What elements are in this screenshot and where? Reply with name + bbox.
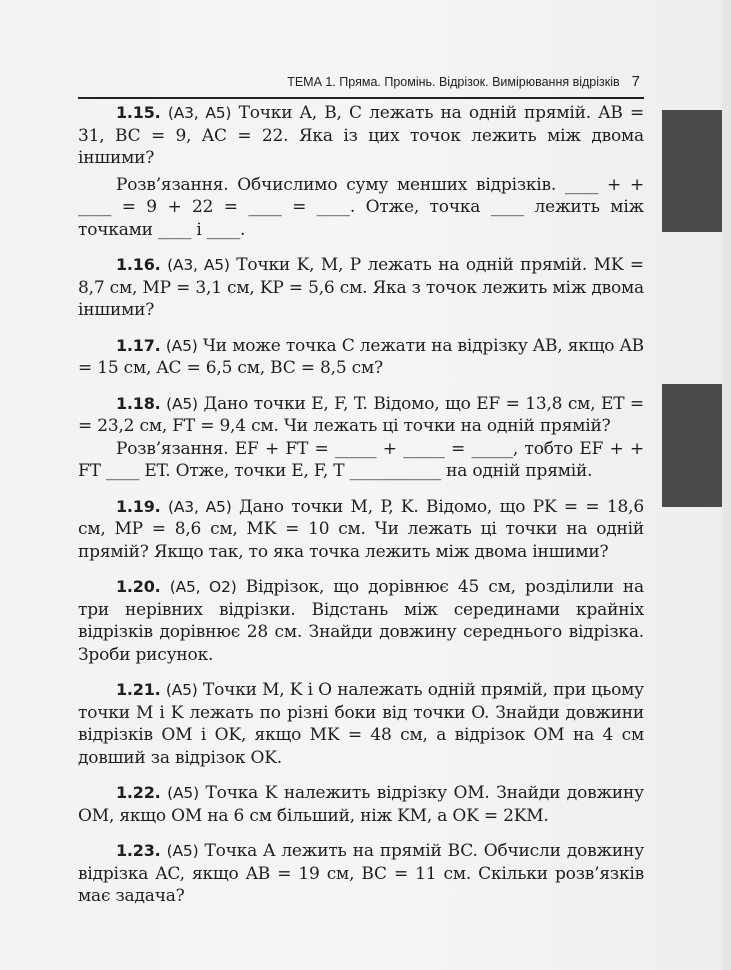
- problem-1-20: [78, 576, 644, 666]
- problem-list: [78, 102, 644, 921]
- problem-number: 1.15.: [116, 103, 161, 122]
- problem-tags: (А3, А5): [167, 104, 232, 122]
- problem-number: 1.21.: [116, 680, 161, 699]
- problem-number: 1.23.: [116, 841, 161, 860]
- running-head: [0, 73, 640, 90]
- chapter-thumb-tab: [662, 384, 722, 507]
- problem-solution: Розв’язання. EF + FT = _____ + _____ = _____, тобто EF + + FT ____ ET. Отже, точки E, F, T ___________ на одній прямій.: [78, 438, 644, 481]
- problem-text: Точка A лежить на прямій BC. Обчисли довжину відрізка AC, якщо AB = 19 см, BC = 11 см. Скільки розв’язків має задача?: [78, 841, 644, 906]
- problem-text: Точки A, B, C лежать на одній прямій. AB = 31, BC = 9, AC = 22. Яка із цих точок лежить між двома іншими?: [78, 103, 644, 168]
- problem-1-17: [78, 335, 644, 380]
- problem-tags: (А5): [165, 681, 198, 699]
- problem-text: Відрізок, що дорівнює 45 см, розділили на три нерівних відрізки. Відстань між серединами крайніх відрізків дорівнює 28 см. Знайди довжину середнього відрізка. Зроби рисунок.: [78, 577, 644, 665]
- problem-number: 1.18.: [116, 393, 161, 413]
- problem-1-16: [78, 254, 644, 322]
- problem-text: Точка K належить відрізку OM. Знайди довжину OM, якщо OM на 6 см більший, ніж KM, а OK = 2KM.: [78, 783, 644, 826]
- problem-1-23: [78, 840, 644, 908]
- page-number: 7: [631, 73, 640, 90]
- problem-1-18: [78, 393, 644, 483]
- problem-tags: (А5): [166, 842, 199, 860]
- problem-text: Дано точки E, F, T. Відомо, що EF = 13,8 см, ET = = 23,2 см, FT = 9,4 см. Чи лежать ці точки на одній прямій?: [78, 393, 644, 436]
- problem-number: 1.16.: [116, 255, 161, 274]
- problem-1-15: [78, 102, 644, 241]
- problem-1-21: [78, 679, 644, 769]
- problem-number: 1.17.: [116, 335, 161, 355]
- problem-tags: (А3, А5): [167, 256, 230, 274]
- problem-text: Точки M, K і O належать одній прямій, при цьому точки M і K лежать по різні боки від точки O. Знайди довжини відрізків OM і OK, якщо MK = 48 см, а відрізок OM на 4 см довший за відрізок OK.: [78, 680, 644, 768]
- problem-text: Дано точки M, P, K. Відомо, що PK = = 18,6 см, MP = 8,6 см, MK = 10 см. Чи лежать ці точки на одній прямій? Якщо так, то яка точка лежить між двома іншими?: [78, 496, 644, 562]
- problem-number: 1.20.: [116, 577, 161, 596]
- problem-text: Точки K, M, P лежать на одній прямій. MK = 8,7 см, MP = 3,1 см, KP = 5,6 см. Яка з точок лежить між двома іншими?: [78, 255, 644, 320]
- problem-tags: (А5): [167, 784, 199, 802]
- problem-tags: (А5): [165, 336, 198, 355]
- running-title: ТЕМА 1. Пряма. Промінь. Відрізок. Вимірювання відрізків: [287, 75, 620, 89]
- header-rule: [78, 97, 644, 99]
- problem-number: 1.22.: [116, 783, 161, 802]
- problem-tags: (А3, А5): [168, 497, 232, 516]
- problem-text: Чи може точка C лежати на відрізку AB, якщо AB = 15 см, AC = 6,5 см, BC = 8,5 см?: [78, 335, 644, 378]
- problem-tags: (А5, О2): [169, 578, 237, 596]
- page-edge: [722, 0, 731, 970]
- chapter-thumb-tab: [662, 110, 722, 232]
- problem-tags: (А5): [166, 394, 198, 413]
- problem-solution: Розв’язання. Обчислимо суму менших відрізків. ____ + + ____ = 9 + 22 = ____ = ____. Отже, точка ____ лежить між точками ____ і ____.: [78, 174, 644, 240]
- problem-1-22: [78, 782, 644, 827]
- problem-number: 1.19.: [116, 496, 161, 516]
- problem-1-19: [78, 496, 644, 564]
